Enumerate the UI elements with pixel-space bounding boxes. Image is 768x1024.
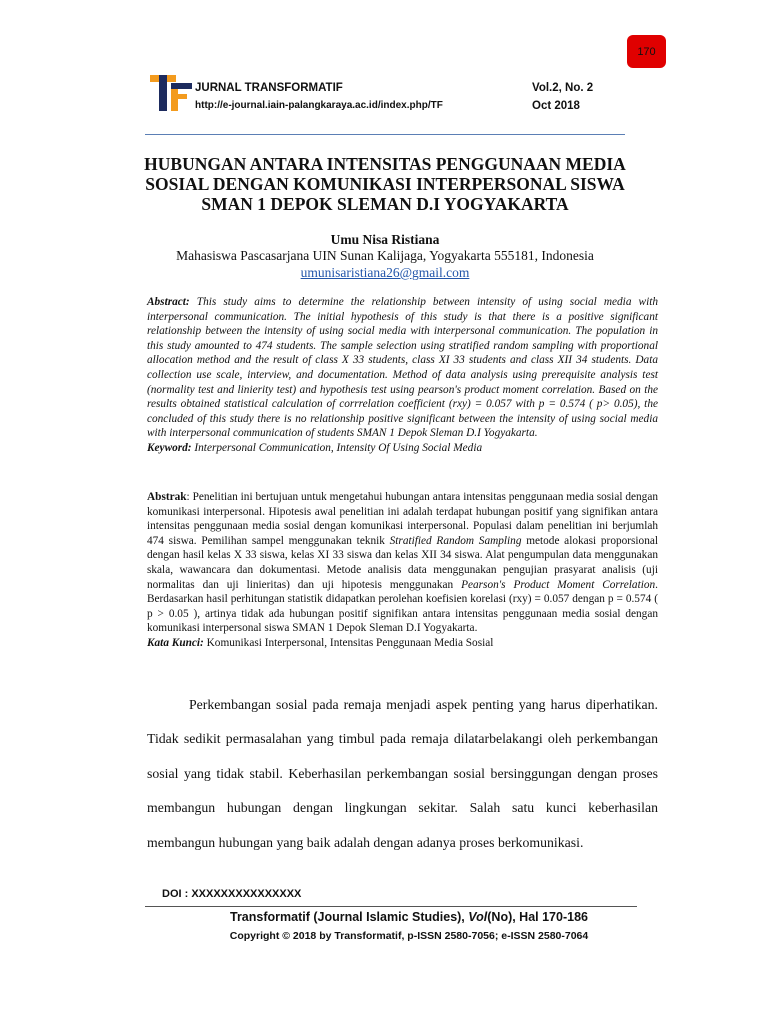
- keywords-english: [147, 441, 658, 456]
- abstract-english: [147, 295, 658, 456]
- citation-vol: Vol: [468, 910, 488, 924]
- volume-issue: Vol.2, No. 2: [532, 82, 594, 94]
- body-paragraph: Perkembangan sosial pada remaja menjadi aspek penting yang harus diperhatikan. Tidak sedikit permasalahan yang timbul pada remaja dilatarbelakangi oleh perkembangan sosial yang tidak stabil. Keberhasilan perkembangan sosial bersinggungan dengan proses membangun hubungan dengan lingkungan sekitar. Salah satu kunci keberhasilan membangun hubungan yang baik adalah dengan adanya proses berkomunikasi.: [147, 697, 658, 850]
- journal-name: JURNAL TRANSFORMATIF: [195, 82, 343, 94]
- author-name: Umu Nisa Ristiana: [330, 232, 440, 247]
- keyword-list: Interpersonal Communication, Intensity Of Using Social Media: [194, 441, 483, 454]
- abstrak-label: Abstrak: [147, 491, 187, 503]
- kata-kunci-list: Komunikasi Interpersonal, Intensitas Penggunaan Media Sosial: [206, 636, 494, 649]
- header-divider: [145, 134, 625, 135]
- author-email-link[interactable]: umunisaristiana26@gmail.com: [300, 265, 470, 280]
- abstrak-text-3: . Berdasarkan hasil perhitungan statistik didapatkan perolehan koefisien korelasi (rxy) = 0.057 dengan p = 0.574 ( p > 0.05 ), artinya tidak ada hubungan positif signifikan antara intensitas penggunaan media sosial dengan komunikasi interpersonal siswa SMAN 1 Depok Sleman D.I Yogyakarta.: [147, 578, 658, 635]
- copyright-notice: Copyright © 2018 by Transformatif, p-ISSN 2580-7056; e-ISSN 2580-7064: [229, 930, 589, 942]
- author-affiliation: Mahasiswa Pascasarjana UIN Sunan Kalijaga, Yogyakarta 555181, Indonesia: [176, 248, 594, 263]
- page-number-badge: 170: [627, 35, 666, 68]
- keyword-label: Keyword:: [147, 441, 192, 454]
- doi-label: DOI : XXXXXXXXXXXXXXX: [162, 888, 302, 900]
- footer-divider: [145, 906, 637, 907]
- abstrak-italic-1: Stratified Random Sampling: [389, 534, 522, 547]
- abstract-indonesian: [147, 490, 658, 651]
- abstrak-text-1: : Penelitian ini bertujuan untuk mengetahui hubungan antara intensitas penggunaan media sosial dengan komunikasi interpersonal. Hipotesis awal penelitian ini adalah terdapat hubungan positif yang signifikan antara intensitas penggunaan media sosial dengan komunikasi interpersonal. Populasi dalam penelitian ini berjumlah 474 siswa. Pemilihan sampel menggunakan teknik: [147, 491, 658, 547]
- journal-citation: [145, 910, 673, 924]
- body-text: [147, 688, 658, 860]
- abstract-text: This study aims to determine the relationship between intensity of using social media with interpersonal communication. The initial hypothesis of this study is that there is a positive significant relationship between the intensity of using social media with interpersonal communication. The population in this study amounted to 474 students. The sample selection using stratified random sampling with proportional allocation method and the result of class X 33 students, class XI 33 students and class XII 34 students. Data collection use scale, interview, and documentation. Method of data analysis using prerequisite analysis test (normality test and linierity test) and hypothesis test using pearson's product moment correlation. Based on the results obtained statistical calculation of corrrelation coefficient (rxy) = 0.057 with p = 0.574 ( p> 0.05), the concluded of this study there is no relationship positive significant between the intensity of using social media with interpersonal communication of students SMAN 1 Depok Sleman D.I Yogyakarta.: [147, 296, 659, 440]
- abstract-label: Abstract:: [147, 296, 190, 308]
- journal-logo: [148, 73, 194, 113]
- keywords-indonesian: [147, 636, 658, 651]
- journal-url[interactable]: http://e-journal.iain-palangkaraya.ac.id/index.php/TF: [195, 100, 443, 111]
- issue-date: Oct 2018: [532, 100, 580, 112]
- abstrak-text-2: metode alokasi proporsional dengan hasil kelas X 33 siswa, kelas XI 33 siswa dan kelas XII 34 siswa. Alat pengumpulan data menggunakan skala, wawancara dan dokumentasi. Metode analisis data menggunakan pengujian prasyarat analisis (uji normalitas dan uji linieritas) dan uji hipotesis menggunakan: [147, 534, 659, 591]
- article-title: HUBUNGAN ANTARA INTENSITAS PENGGUNAAN MEDIA SOSIAL DENGAN KOMUNIKASI INTERPERSONAL SISWA SMAN 1 DEPOK SLEMAN D.I YOGYAKARTA: [144, 154, 626, 214]
- kata-kunci-label: Kata Kunci:: [147, 636, 204, 649]
- citation-text-2: (No), Hal 170-186: [487, 910, 588, 924]
- abstrak-italic-2: Pearson's Product Moment Correlation: [461, 578, 656, 591]
- citation-text-1: Transformatif (Journal Islamic Studies),: [230, 910, 469, 924]
